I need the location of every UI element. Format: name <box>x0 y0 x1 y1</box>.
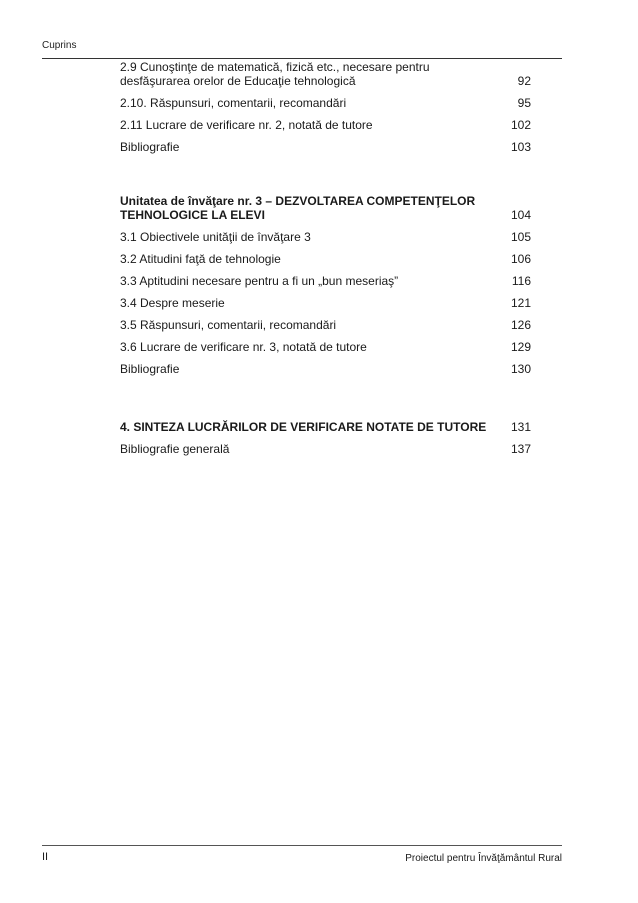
toc-entry-title: 2.10. Răspunsuri, comentarii, recomandări <box>120 96 347 110</box>
toc-entry[interactable] <box>120 60 531 88</box>
section-spacer <box>120 384 531 420</box>
toc-entry-title: 3.4 Despre meserie <box>120 296 225 310</box>
toc-entry[interactable] <box>120 340 531 354</box>
toc-entry-title: Bibliografie generală <box>120 442 230 456</box>
toc-entry[interactable] <box>120 442 531 456</box>
toc-entry[interactable] <box>120 274 531 288</box>
toc-entry-title: 2.11 Lucrare de verificare nr. 2, notată de tutore <box>120 118 373 132</box>
toc-entry-title: 4. SINTEZA LUCRĂRILOR DE VERIFICARE NOTATE DE TUTORE <box>120 420 487 434</box>
toc-entry-page: 92 <box>517 74 531 88</box>
toc-entry-page: 104 <box>510 208 531 222</box>
page-number: II <box>42 851 49 863</box>
toc-entry-title: 3.1 Obiectivele unităţii de învăţare 3 <box>120 230 311 244</box>
toc-entry-title: Unitatea de învăţare nr. 3 – DEZVOLTAREA COMPETENŢELOR TEHNOLOGICE LA ELEVI <box>120 194 476 222</box>
section-spacer <box>120 162 531 194</box>
toc-entry-page: 131 <box>510 420 531 434</box>
toc-entry[interactable] <box>120 230 531 244</box>
toc-entry[interactable] <box>120 118 531 132</box>
toc-entry-page: 129 <box>510 340 531 354</box>
toc-unit-heading[interactable] <box>120 194 531 222</box>
toc-entry[interactable] <box>120 296 531 310</box>
toc-entry-title: Bibliografie <box>120 140 180 154</box>
toc-entry-page: 130 <box>510 362 531 376</box>
toc-section-heading[interactable] <box>120 420 531 434</box>
toc-entry-title: 3.6 Lucrare de verificare nr. 3, notată de tutore <box>120 340 367 354</box>
footer-divider <box>42 845 562 846</box>
toc-entry[interactable] <box>120 318 531 332</box>
footer-project-title: Proiectul pentru Învăţământul Rural <box>405 853 562 864</box>
toc-entry-title: 3.5 Răspunsuri, comentarii, recomandări <box>120 318 337 332</box>
toc-entry-page: 95 <box>517 96 531 110</box>
toc-entry-page: 102 <box>510 118 531 132</box>
toc-entry-page: 121 <box>510 296 531 310</box>
toc-entry-title: Bibliografie <box>120 362 180 376</box>
toc-entry-page: 103 <box>510 140 531 154</box>
running-header: Cuprins <box>42 40 77 51</box>
toc-entry[interactable] <box>120 96 531 110</box>
toc-entry[interactable] <box>120 362 531 376</box>
toc-entry-title: 2.9 Cunoştinţe de matematică, fizică etc., necesare pentru desfăşurarea orelor de Educaţie tehnologică <box>120 60 430 88</box>
toc-entry[interactable] <box>120 140 531 154</box>
toc-entry-page: 105 <box>510 230 531 244</box>
header-divider <box>42 58 562 59</box>
toc-entry-page: 106 <box>510 252 531 266</box>
toc-entry-page: 126 <box>510 318 531 332</box>
toc-entry-page: 137 <box>510 442 531 456</box>
toc-entry-title: 3.2 Atitudini faţă de tehnologie <box>120 252 281 266</box>
toc-entry[interactable] <box>120 252 531 266</box>
toc-entry-title: 3.3 Aptitudini necesare pentru a fi un „bun meseriaş” <box>120 274 399 288</box>
table-of-contents <box>120 60 531 464</box>
toc-entry-page: 116 <box>511 274 531 288</box>
